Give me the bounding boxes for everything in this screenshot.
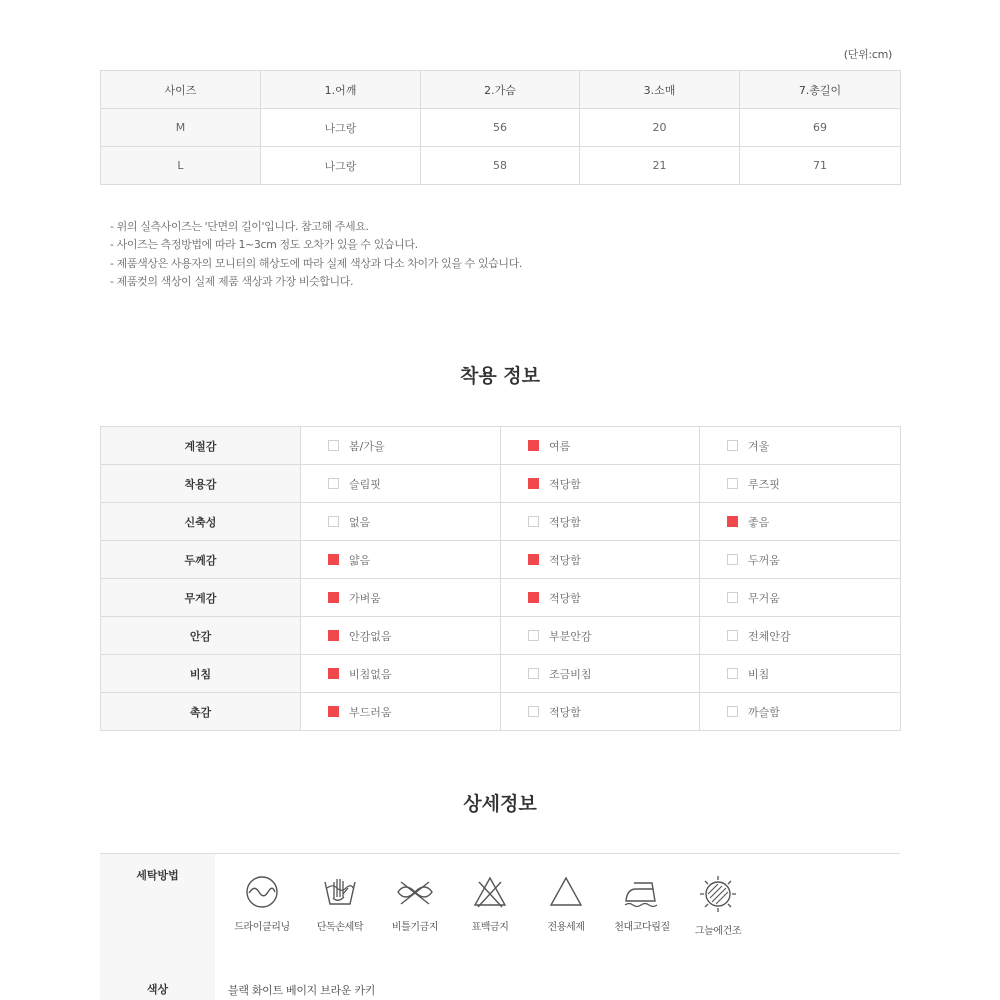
note-item: - 제품컷의 색상이 실제 제품 색상과 가장 비슷합니다. <box>110 274 354 288</box>
fit-option <box>700 655 901 693</box>
fit-option-label: 슬림핏 <box>349 477 381 491</box>
fit-option <box>700 503 901 541</box>
fit-option <box>301 693 501 731</box>
size-notes <box>110 218 522 291</box>
fit-row-label: 계절감 <box>101 427 301 465</box>
fit-option-label: 적당함 <box>549 705 581 719</box>
size-header-cell: 사이즈 <box>101 71 261 109</box>
unchecked-box <box>727 706 738 717</box>
fit-option <box>700 541 901 579</box>
checked-box <box>528 554 539 565</box>
fit-option <box>301 541 501 579</box>
fit-option-label: 안감없음 <box>349 629 392 643</box>
wash-item-label: 그늘에건조 <box>694 926 742 937</box>
fit-option <box>501 617 700 655</box>
fit-option-label: 비침없음 <box>349 667 392 681</box>
dry-clean-icon <box>244 874 280 910</box>
fit-option-label: 얇음 <box>349 553 371 567</box>
fit-option-label: 까슬함 <box>748 705 780 719</box>
detergent-icon <box>548 874 584 910</box>
fit-info-table <box>100 426 901 731</box>
fit-option-label: 가벼움 <box>349 591 381 605</box>
size-table-header <box>101 71 901 109</box>
fit-option-label: 봄/가을 <box>349 439 385 453</box>
note-item: - 사이즈는 측정방법에 따라 1~3cm 정도 오차가 있을 수 있습니다. <box>110 238 418 252</box>
shade-dry-icon <box>698 874 738 914</box>
size-row-m <box>101 109 901 147</box>
fit-option <box>301 465 501 503</box>
wash-item-hand-wash <box>300 874 380 933</box>
size-cell: 20 <box>580 109 740 147</box>
unchecked-box <box>727 668 738 679</box>
wash-item-label: 드라이클리닝 <box>234 922 290 933</box>
wash-item-label: 단독손세탁 <box>316 922 364 933</box>
fit-option <box>700 427 901 465</box>
fit-option-label: 좋음 <box>748 515 770 529</box>
fit-row-label: 무게감 <box>101 579 301 617</box>
fit-row <box>101 427 901 465</box>
size-header-cell: 2.가슴 <box>421 71 580 109</box>
size-cell: 69 <box>740 109 901 147</box>
fit-option <box>301 655 501 693</box>
detail-info-title: 상세정보 <box>463 793 537 815</box>
hand-wash-icon <box>322 874 358 910</box>
size-cell: 나그랑 <box>261 109 421 147</box>
fit-option <box>501 579 700 617</box>
fit-row-label: 안감 <box>101 617 301 655</box>
unchecked-box <box>528 630 539 641</box>
wash-item-detergent <box>526 874 606 933</box>
unchecked-box <box>528 668 539 679</box>
fit-option <box>501 655 700 693</box>
fit-option <box>700 579 901 617</box>
no-wring-icon <box>395 874 435 910</box>
fit-row-label: 두께감 <box>101 541 301 579</box>
fit-option <box>700 465 901 503</box>
wash-item-shade-dry <box>678 874 758 937</box>
fit-row-label: 촉감 <box>101 693 301 731</box>
size-cell: L <box>101 147 261 185</box>
no-bleach-icon <box>472 874 508 910</box>
unit-label: (단위:cm) <box>843 48 892 61</box>
size-cell: 21 <box>580 147 740 185</box>
size-cell: 56 <box>421 109 580 147</box>
fit-row-label: 신축성 <box>101 503 301 541</box>
color-label: 색상 <box>146 983 169 996</box>
fit-option-label: 비침 <box>748 667 770 681</box>
fit-option-label: 루즈핏 <box>748 477 780 491</box>
wash-item-dry-clean <box>222 874 302 933</box>
fit-option-label: 겨울 <box>748 439 770 453</box>
size-header-cell: 3.소매 <box>580 71 740 109</box>
fit-option <box>501 503 700 541</box>
checked-box <box>528 478 539 489</box>
fit-row <box>101 617 901 655</box>
size-cell: M <box>101 109 261 147</box>
fit-option-label: 여름 <box>549 439 571 453</box>
unchecked-box <box>528 706 539 717</box>
fit-option <box>501 427 700 465</box>
detail-info-section <box>100 853 900 1000</box>
size-header-cell: 1.어깨 <box>261 71 421 109</box>
wash-item-label: 천대고다림질 <box>614 922 670 933</box>
checked-box <box>328 706 339 717</box>
fit-option-label: 적당함 <box>549 553 581 567</box>
color-values: 블랙 화이트 베이지 브라운 카키 <box>228 984 376 997</box>
size-table <box>100 70 901 185</box>
fit-option-label: 적당함 <box>549 477 581 491</box>
checked-box <box>328 554 339 565</box>
fit-row <box>101 579 901 617</box>
wash-item-label: 비틀기금지 <box>391 922 439 933</box>
checked-box <box>328 630 339 641</box>
unchecked-box <box>727 440 738 451</box>
wash-item-no-bleach <box>450 874 530 933</box>
fit-row <box>101 465 901 503</box>
fit-option-label: 무거움 <box>748 591 780 605</box>
unchecked-box <box>727 478 738 489</box>
fit-row <box>101 655 901 693</box>
fit-row-label: 착용감 <box>101 465 301 503</box>
size-cell: 나그랑 <box>261 147 421 185</box>
size-header-cell: 7.총길이 <box>740 71 901 109</box>
fit-info-title: 착용 정보 <box>459 365 541 387</box>
unchecked-box <box>328 440 339 451</box>
fit-option <box>501 541 700 579</box>
fit-option <box>501 465 700 503</box>
fit-option-label: 부분안감 <box>549 629 592 643</box>
wash-item-no-wring <box>375 874 455 933</box>
fit-option <box>700 693 901 731</box>
wash-item-label: 표백금지 <box>471 922 509 933</box>
checked-box <box>727 516 738 527</box>
size-row-l <box>101 147 901 185</box>
wash-method-label: 세탁방법 <box>136 869 179 882</box>
iron-cloth-icon <box>622 874 662 910</box>
fit-row <box>101 503 901 541</box>
checked-box <box>528 592 539 603</box>
checked-box <box>528 440 539 451</box>
fit-option <box>301 503 501 541</box>
fit-row <box>101 541 901 579</box>
checked-box <box>328 592 339 603</box>
fit-option-label: 조금비침 <box>549 667 592 681</box>
fit-option-label: 두꺼움 <box>748 553 780 567</box>
fit-option-label: 적당함 <box>549 515 581 529</box>
wash-item-label: 전용세제 <box>547 922 585 933</box>
note-item: - 위의 실측사이즈는 '단면의 길이'입니다. 참고해 주세요. <box>110 220 369 233</box>
fit-option <box>700 617 901 655</box>
fit-option <box>301 579 501 617</box>
fit-option-label: 적당함 <box>549 591 581 605</box>
fit-option <box>501 693 700 731</box>
unchecked-box <box>528 516 539 527</box>
fit-option-label: 전체안감 <box>748 629 791 643</box>
fit-option <box>301 427 501 465</box>
checked-box <box>328 668 339 679</box>
note-item: - 제품색상은 사용자의 모니터의 해상도에 따라 실제 색상과 다소 차이가 있을 수 있습니다. <box>110 256 522 270</box>
unchecked-box <box>328 478 339 489</box>
fit-row <box>101 693 901 731</box>
unchecked-box <box>727 630 738 641</box>
size-cell: 58 <box>421 147 580 185</box>
fit-option-label: 없음 <box>349 515 371 529</box>
size-cell: 71 <box>740 147 901 185</box>
unchecked-box <box>328 516 339 527</box>
fit-option-label: 부드러움 <box>349 705 392 719</box>
fit-row-label: 비침 <box>101 655 301 693</box>
unchecked-box <box>727 592 738 603</box>
unchecked-box <box>727 554 738 565</box>
wash-item-iron-cloth <box>602 874 682 933</box>
fit-option <box>301 617 501 655</box>
